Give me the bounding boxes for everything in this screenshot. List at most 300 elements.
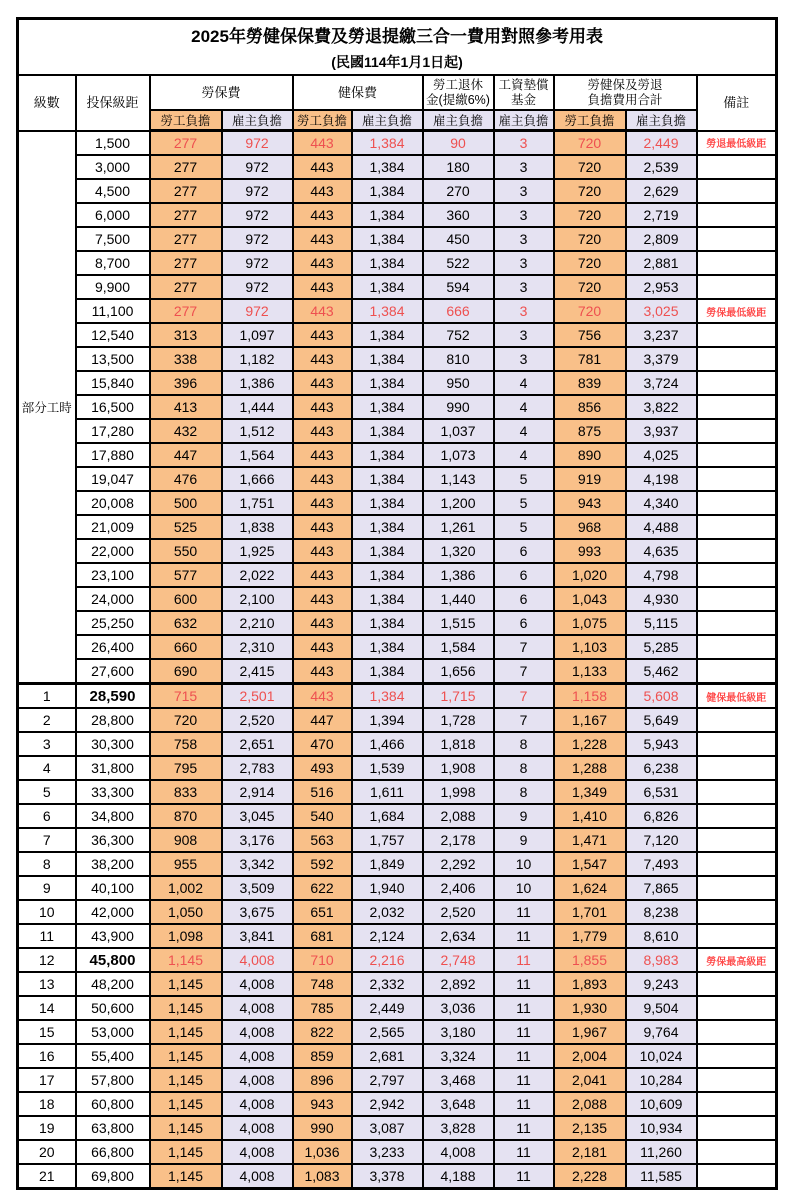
subheader-labor-employee: 勞工負擔 — [150, 110, 222, 131]
cell-pension-employer: 1,715 — [423, 684, 494, 709]
cell-pension-employer: 522 — [423, 251, 494, 275]
cell-total-employer: 4,198 — [626, 467, 697, 491]
cell-bracket: 22,000 — [76, 539, 150, 563]
cell-labor-employee: 447 — [150, 443, 222, 467]
cell-labor-employer: 972 — [222, 179, 293, 203]
cell-health-employer: 2,565 — [352, 1020, 423, 1044]
cell-labor-employee: 720 — [150, 708, 222, 732]
cell-health-employee: 563 — [293, 828, 352, 852]
cell-health-employer: 2,681 — [352, 1044, 423, 1068]
cell-labor-employer: 4,008 — [222, 1068, 293, 1092]
cell-total-employee: 890 — [554, 443, 626, 467]
table-row — [18, 1044, 777, 1068]
cell-labor-employer: 2,783 — [222, 756, 293, 780]
cell-bracket: 53,000 — [76, 1020, 150, 1044]
cell-labor-employer: 1,751 — [222, 491, 293, 515]
cell-remark — [697, 443, 777, 467]
cell-health-employee: 710 — [293, 948, 352, 972]
cell-health-employee: 443 — [293, 131, 352, 156]
cell-pension-employer: 4,188 — [423, 1164, 494, 1189]
cell-fund-employer: 5 — [494, 491, 554, 515]
cell-total-employer: 9,504 — [626, 996, 697, 1020]
cell-labor-employer: 2,520 — [222, 708, 293, 732]
cell-health-employee: 443 — [293, 179, 352, 203]
cell-total-employer: 5,943 — [626, 732, 697, 756]
subheader-fund-employer: 雇主負擔 — [494, 110, 554, 131]
cell-total-employer: 8,983 — [626, 948, 697, 972]
cell-remark — [697, 251, 777, 275]
cell-total-employee: 1,288 — [554, 756, 626, 780]
cell-health-employee: 443 — [293, 539, 352, 563]
cell-level: 21 — [18, 1164, 76, 1189]
cell-bracket: 26,400 — [76, 635, 150, 659]
cell-labor-employee: 1,145 — [150, 972, 222, 996]
cell-health-employee: 443 — [293, 203, 352, 227]
cell-bracket: 48,200 — [76, 972, 150, 996]
cell-labor-employer: 4,008 — [222, 972, 293, 996]
cell-bracket: 69,800 — [76, 1164, 150, 1189]
cell-labor-employer: 972 — [222, 275, 293, 299]
table-row — [18, 419, 777, 443]
cell-labor-employee: 955 — [150, 852, 222, 876]
cell-total-employer: 5,608 — [626, 684, 697, 709]
cell-pension-employer: 1,998 — [423, 780, 494, 804]
cell-health-employee: 785 — [293, 996, 352, 1020]
table-row — [18, 948, 777, 972]
cell-labor-employer: 4,008 — [222, 996, 293, 1020]
cell-level: 13 — [18, 972, 76, 996]
cell-health-employee: 1,083 — [293, 1164, 352, 1189]
cell-labor-employer: 1,925 — [222, 539, 293, 563]
cell-health-employer: 1,384 — [352, 131, 423, 156]
cell-fund-employer: 11 — [494, 1164, 554, 1189]
total-header-line1: 勞健保及勞退 — [587, 77, 663, 92]
cell-remark — [697, 491, 777, 515]
cell-total-employer: 2,809 — [626, 227, 697, 251]
cell-health-employer: 2,216 — [352, 948, 423, 972]
cell-health-employee: 681 — [293, 924, 352, 948]
cell-remark — [697, 852, 777, 876]
cell-remark — [697, 1164, 777, 1189]
cell-remark — [697, 924, 777, 948]
cell-total-employer: 4,930 — [626, 587, 697, 611]
cell-bracket: 21,009 — [76, 515, 150, 539]
cell-health-employee: 896 — [293, 1068, 352, 1092]
cell-labor-employee: 313 — [150, 323, 222, 347]
cell-labor-employee: 500 — [150, 491, 222, 515]
cell-total-employer: 5,115 — [626, 611, 697, 635]
cell-total-employee: 720 — [554, 155, 626, 179]
cell-labor-employee: 577 — [150, 563, 222, 587]
cell-health-employer: 1,384 — [352, 299, 423, 323]
cell-pension-employer: 2,748 — [423, 948, 494, 972]
cell-labor-employer: 4,008 — [222, 1116, 293, 1140]
cell-labor-employee: 715 — [150, 684, 222, 709]
cell-labor-employer: 2,022 — [222, 563, 293, 587]
cell-remark — [697, 323, 777, 347]
cell-total-employer: 10,609 — [626, 1092, 697, 1116]
cell-health-employee: 990 — [293, 1116, 352, 1140]
table-body — [18, 131, 777, 1189]
col-header-pension — [423, 75, 494, 110]
cell-fund-employer: 4 — [494, 419, 554, 443]
cell-level: 14 — [18, 996, 76, 1020]
cell-labor-employer: 1,097 — [222, 323, 293, 347]
cell-total-employer: 2,881 — [626, 251, 697, 275]
cell-remark: 勞保最低級距 — [697, 299, 777, 323]
cell-total-employer: 3,724 — [626, 371, 697, 395]
cell-remark — [697, 515, 777, 539]
cell-remark — [697, 611, 777, 635]
cell-bracket: 3,000 — [76, 155, 150, 179]
table-row — [18, 708, 777, 732]
cell-health-employer: 1,384 — [352, 179, 423, 203]
cell-total-employee: 2,135 — [554, 1116, 626, 1140]
cell-labor-employee: 1,145 — [150, 1068, 222, 1092]
table-row — [18, 323, 777, 347]
cell-pension-employer: 1,908 — [423, 756, 494, 780]
table-row — [18, 684, 777, 709]
cell-total-employer: 5,462 — [626, 659, 697, 684]
cell-total-employee: 1,158 — [554, 684, 626, 709]
cell-bracket: 43,900 — [76, 924, 150, 948]
cell-fund-employer: 11 — [494, 1020, 554, 1044]
cell-pension-employer: 2,178 — [423, 828, 494, 852]
cell-total-employee: 720 — [554, 251, 626, 275]
table-row — [18, 756, 777, 780]
cell-total-employee: 1,349 — [554, 780, 626, 804]
subheader-labor-employer: 雇主負擔 — [222, 110, 293, 131]
cell-health-employee: 443 — [293, 395, 352, 419]
cell-total-employee: 756 — [554, 323, 626, 347]
cell-health-employer: 1,539 — [352, 756, 423, 780]
table-row — [18, 996, 777, 1020]
cell-remark — [697, 1020, 777, 1044]
cell-level: 1 — [18, 684, 76, 709]
header-group-row — [18, 75, 777, 110]
cell-health-employer: 1,611 — [352, 780, 423, 804]
cell-fund-employer: 6 — [494, 611, 554, 635]
cell-labor-employer: 2,415 — [222, 659, 293, 684]
cell-health-employee: 443 — [293, 515, 352, 539]
cell-health-employee: 447 — [293, 708, 352, 732]
cell-health-employee: 443 — [293, 443, 352, 467]
cell-labor-employer: 3,045 — [222, 804, 293, 828]
cell-level: 20 — [18, 1140, 76, 1164]
cell-labor-employee: 1,145 — [150, 1116, 222, 1140]
table-row — [18, 443, 777, 467]
cell-bracket: 15,840 — [76, 371, 150, 395]
cell-fund-employer: 3 — [494, 155, 554, 179]
cell-bracket: 55,400 — [76, 1044, 150, 1068]
cell-total-employer: 6,826 — [626, 804, 697, 828]
table-row — [18, 347, 777, 371]
cell-fund-employer: 3 — [494, 299, 554, 323]
cell-total-employee: 2,041 — [554, 1068, 626, 1092]
table-title-block — [18, 19, 777, 76]
cell-level: 19 — [18, 1116, 76, 1140]
cell-labor-employee: 476 — [150, 467, 222, 491]
cell-total-employee: 720 — [554, 131, 626, 156]
cell-health-employer: 1,384 — [352, 443, 423, 467]
cell-total-employee: 839 — [554, 371, 626, 395]
cell-pension-employer: 3,648 — [423, 1092, 494, 1116]
table-row — [18, 251, 777, 275]
cell-health-employee: 443 — [293, 611, 352, 635]
cell-total-employee: 856 — [554, 395, 626, 419]
table-row — [18, 563, 777, 587]
cell-fund-employer: 8 — [494, 756, 554, 780]
cell-bracket: 40,100 — [76, 876, 150, 900]
cell-pension-employer: 752 — [423, 323, 494, 347]
cell-labor-employee: 413 — [150, 395, 222, 419]
cell-pension-employer: 3,468 — [423, 1068, 494, 1092]
table-row — [18, 876, 777, 900]
cell-total-employer: 10,934 — [626, 1116, 697, 1140]
cell-total-employer: 5,649 — [626, 708, 697, 732]
cell-health-employer: 1,394 — [352, 708, 423, 732]
cell-labor-employee: 1,098 — [150, 924, 222, 948]
cell-level: 16 — [18, 1044, 76, 1068]
table-row — [18, 1020, 777, 1044]
cell-health-employer: 2,124 — [352, 924, 423, 948]
cell-total-employer: 2,539 — [626, 155, 697, 179]
cell-health-employee: 1,036 — [293, 1140, 352, 1164]
cell-total-employer: 9,764 — [626, 1020, 697, 1044]
cell-health-employee: 443 — [293, 467, 352, 491]
cell-health-employer: 1,384 — [352, 395, 423, 419]
cell-health-employee: 443 — [293, 659, 352, 684]
cell-health-employee: 443 — [293, 323, 352, 347]
cell-fund-employer: 9 — [494, 828, 554, 852]
cell-health-employee: 822 — [293, 1020, 352, 1044]
cell-health-employer: 1,466 — [352, 732, 423, 756]
cell-level: 6 — [18, 804, 76, 828]
cell-pension-employer: 3,828 — [423, 1116, 494, 1140]
cell-total-employee: 1,967 — [554, 1020, 626, 1044]
cell-health-employer: 3,378 — [352, 1164, 423, 1189]
cell-fund-employer: 11 — [494, 1044, 554, 1068]
cell-total-employee: 1,167 — [554, 708, 626, 732]
subheader-total-employer: 雇主負擔 — [626, 110, 697, 131]
table-row — [18, 1140, 777, 1164]
cell-fund-employer: 11 — [494, 1116, 554, 1140]
cell-health-employee: 443 — [293, 251, 352, 275]
cell-pension-employer: 1,728 — [423, 708, 494, 732]
row-group-label-part-time: 部分工時 — [18, 131, 76, 684]
cell-labor-employee: 277 — [150, 203, 222, 227]
cell-remark — [697, 371, 777, 395]
cell-health-employee: 443 — [293, 563, 352, 587]
cell-health-employee: 748 — [293, 972, 352, 996]
cell-labor-employer: 4,008 — [222, 1020, 293, 1044]
cell-fund-employer: 4 — [494, 443, 554, 467]
cell-labor-employer: 1,386 — [222, 371, 293, 395]
cell-remark — [697, 804, 777, 828]
cell-remark — [697, 419, 777, 443]
cell-pension-employer: 1,656 — [423, 659, 494, 684]
cell-pension-employer: 2,634 — [423, 924, 494, 948]
cell-health-employee: 443 — [293, 371, 352, 395]
cell-remark — [697, 756, 777, 780]
cell-health-employee: 443 — [293, 275, 352, 299]
cell-remark — [697, 563, 777, 587]
cell-labor-employee: 550 — [150, 539, 222, 563]
table-row — [18, 227, 777, 251]
cell-remark — [697, 395, 777, 419]
cell-labor-employee: 432 — [150, 419, 222, 443]
cell-pension-employer: 1,386 — [423, 563, 494, 587]
cell-remark — [697, 900, 777, 924]
cell-pension-employer: 1,143 — [423, 467, 494, 491]
cell-labor-employer: 1,182 — [222, 347, 293, 371]
cell-total-employee: 1,547 — [554, 852, 626, 876]
cell-total-employer: 4,798 — [626, 563, 697, 587]
cell-bracket: 45,800 — [76, 948, 150, 972]
cell-bracket: 19,047 — [76, 467, 150, 491]
cell-remark — [697, 659, 777, 684]
cell-health-employee: 493 — [293, 756, 352, 780]
cell-pension-employer: 270 — [423, 179, 494, 203]
cell-health-employee: 443 — [293, 299, 352, 323]
subheader-total-employee: 勞工負擔 — [554, 110, 626, 131]
cell-total-employee: 1,624 — [554, 876, 626, 900]
cell-fund-employer: 3 — [494, 227, 554, 251]
cell-fund-employer: 6 — [494, 587, 554, 611]
col-header-total — [554, 75, 697, 110]
cell-labor-employer: 2,914 — [222, 780, 293, 804]
cell-labor-employee: 632 — [150, 611, 222, 635]
cell-health-employer: 1,757 — [352, 828, 423, 852]
table-row — [18, 1164, 777, 1189]
cell-fund-employer: 11 — [494, 972, 554, 996]
cell-health-employee: 443 — [293, 419, 352, 443]
cell-fund-employer: 4 — [494, 395, 554, 419]
cell-bracket: 8,700 — [76, 251, 150, 275]
cell-labor-employer: 2,651 — [222, 732, 293, 756]
premium-reference-table — [16, 17, 778, 1190]
cell-bracket: 13,500 — [76, 347, 150, 371]
cell-remark — [697, 587, 777, 611]
cell-remark — [697, 732, 777, 756]
cell-fund-employer: 5 — [494, 515, 554, 539]
cell-total-employee: 2,228 — [554, 1164, 626, 1189]
cell-labor-employee: 338 — [150, 347, 222, 371]
cell-health-employee: 443 — [293, 635, 352, 659]
cell-total-employer: 4,340 — [626, 491, 697, 515]
cell-total-employee: 2,088 — [554, 1092, 626, 1116]
cell-bracket: 16,500 — [76, 395, 150, 419]
cell-total-employee: 919 — [554, 467, 626, 491]
cell-labor-employer: 972 — [222, 131, 293, 156]
table-row — [18, 900, 777, 924]
cell-labor-employer: 2,501 — [222, 684, 293, 709]
col-header-remark: 備註 — [697, 75, 777, 131]
cell-total-employer: 7,865 — [626, 876, 697, 900]
wage-fund-header-line1: 工資墊償 — [498, 77, 549, 92]
cell-health-employer: 3,087 — [352, 1116, 423, 1140]
cell-pension-employer: 1,200 — [423, 491, 494, 515]
cell-total-employer: 4,488 — [626, 515, 697, 539]
cell-fund-employer: 3 — [494, 275, 554, 299]
cell-total-employer: 2,953 — [626, 275, 697, 299]
cell-level: 2 — [18, 708, 76, 732]
cell-remark — [697, 179, 777, 203]
cell-remark — [697, 1068, 777, 1092]
cell-fund-employer: 5 — [494, 467, 554, 491]
cell-remark: 勞退最低級距 — [697, 131, 777, 156]
cell-fund-employer: 6 — [494, 563, 554, 587]
cell-labor-employee: 277 — [150, 251, 222, 275]
cell-pension-employer: 1,037 — [423, 419, 494, 443]
cell-bracket: 6,000 — [76, 203, 150, 227]
cell-total-employee: 943 — [554, 491, 626, 515]
table-row — [18, 732, 777, 756]
subheader-pension-employer: 雇主負擔 — [423, 110, 494, 131]
cell-total-employee: 1,779 — [554, 924, 626, 948]
cell-fund-employer: 11 — [494, 1140, 554, 1164]
cell-labor-employer: 4,008 — [222, 1140, 293, 1164]
cell-health-employer: 1,384 — [352, 227, 423, 251]
cell-remark: 勞保最高級距 — [697, 948, 777, 972]
cell-health-employee: 443 — [293, 347, 352, 371]
cell-remark — [697, 467, 777, 491]
cell-labor-employer: 972 — [222, 251, 293, 275]
cell-health-employee: 470 — [293, 732, 352, 756]
table-row — [18, 780, 777, 804]
pension-header-line1: 勞工退休 — [432, 77, 483, 92]
cell-labor-employee: 600 — [150, 587, 222, 611]
col-header-bracket: 投保級距 — [76, 75, 150, 131]
table-row — [18, 539, 777, 563]
cell-bracket: 66,800 — [76, 1140, 150, 1164]
cell-health-employee: 443 — [293, 155, 352, 179]
cell-remark — [697, 780, 777, 804]
cell-total-employer: 4,635 — [626, 539, 697, 563]
page-title: 2025年勞健保保費及勞退提繳三合一費用對照參考用表 — [191, 26, 603, 46]
cell-labor-employer: 1,444 — [222, 395, 293, 419]
cell-labor-employer: 2,100 — [222, 587, 293, 611]
cell-health-employer: 1,384 — [352, 467, 423, 491]
cell-fund-employer: 7 — [494, 635, 554, 659]
cell-fund-employer: 3 — [494, 251, 554, 275]
table-row — [18, 804, 777, 828]
cell-labor-employee: 1,145 — [150, 1020, 222, 1044]
cell-remark — [697, 1044, 777, 1068]
subheader-health-employer: 雇主負擔 — [352, 110, 423, 131]
cell-total-employer: 5,285 — [626, 635, 697, 659]
cell-fund-employer: 3 — [494, 347, 554, 371]
table-row — [18, 1068, 777, 1092]
cell-bracket: 57,800 — [76, 1068, 150, 1092]
cell-health-employer: 1,384 — [352, 275, 423, 299]
cell-health-employer: 1,384 — [352, 491, 423, 515]
cell-labor-employee: 1,145 — [150, 1140, 222, 1164]
cell-pension-employer: 810 — [423, 347, 494, 371]
cell-fund-employer: 4 — [494, 371, 554, 395]
table-row — [18, 371, 777, 395]
cell-remark — [697, 1140, 777, 1164]
cell-health-employee: 622 — [293, 876, 352, 900]
cell-pension-employer: 1,320 — [423, 539, 494, 563]
cell-health-employer: 1,384 — [352, 635, 423, 659]
cell-level: 7 — [18, 828, 76, 852]
cell-labor-employer: 4,008 — [222, 1044, 293, 1068]
cell-remark — [697, 539, 777, 563]
cell-total-employer: 11,260 — [626, 1140, 697, 1164]
cell-total-employee: 720 — [554, 299, 626, 323]
cell-bracket: 1,500 — [76, 131, 150, 156]
